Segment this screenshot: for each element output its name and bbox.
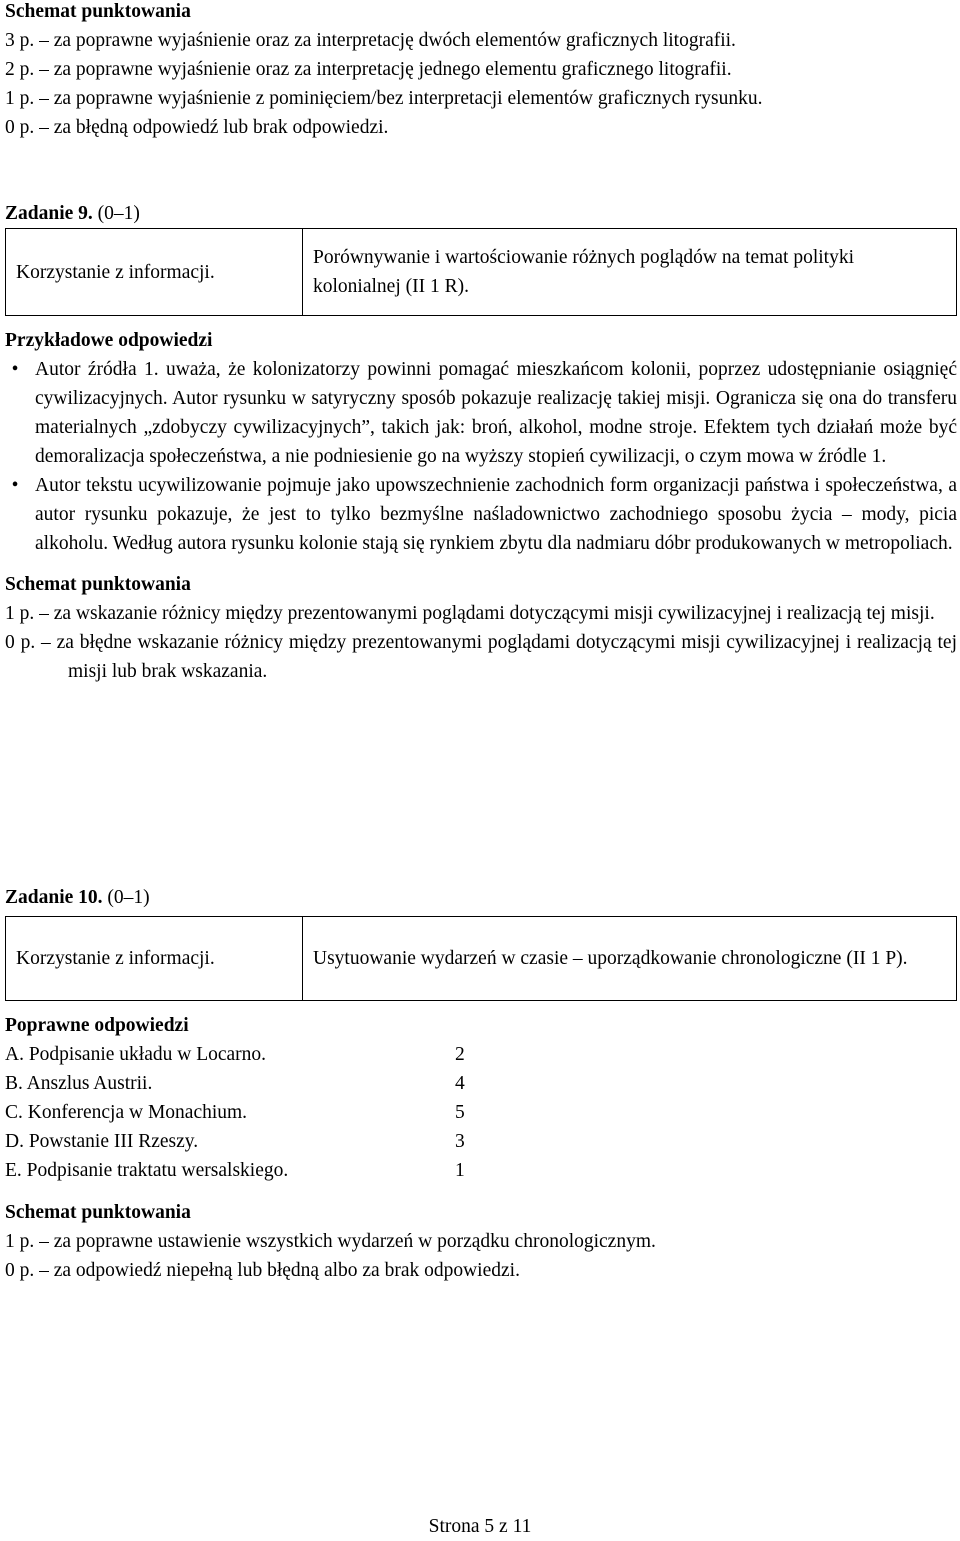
event-order: 3 bbox=[455, 1131, 465, 1152]
task-9 bbox=[5, 199, 957, 686]
score-points: 3 p. bbox=[5, 30, 35, 51]
answers-list bbox=[5, 355, 957, 558]
task-title bbox=[5, 199, 957, 228]
event-label: E. Podpisanie traktatu wersalskiego. bbox=[5, 1160, 289, 1181]
score-description: – za poprawne wyjaśnienie z pominięciem/bez interpretacji elementów graficznych rysunku. bbox=[39, 88, 763, 109]
score-description: – za poprawne wyjaśnienie oraz za interpretację jednego elementu graficznego litografii. bbox=[39, 59, 732, 80]
bullet-icon: • bbox=[11, 475, 19, 496]
section-heading: Schemat punktowania bbox=[5, 1202, 191, 1223]
schemat-punktowania-section bbox=[5, 0, 956, 142]
task-points: (0–1) bbox=[97, 203, 140, 224]
page-number: Strona 5 z 11 bbox=[428, 1516, 532, 1537]
score-row bbox=[5, 84, 956, 113]
score-points: 0 p. bbox=[5, 117, 35, 138]
score-description: – za poprawne wyjaśnienie oraz za interpretację dwóch elementów graficznych litografii. bbox=[39, 30, 736, 51]
list-item bbox=[11, 355, 957, 471]
event-order: 5 bbox=[455, 1102, 465, 1123]
requirement-category: Korzystanie z informacji. bbox=[6, 229, 303, 316]
list-item bbox=[5, 1127, 957, 1156]
score-row: 0 p. – za błędne wskazanie różnicy między prezentowanymi poglądami dotyczącymi misji cywilizacyjnej i realizacją tej misji lub brak wskazania. bbox=[5, 632, 957, 682]
list-item bbox=[5, 1098, 957, 1127]
score-row: 0 p. – za odpowiedź niepełną lub błędną albo za brak odpowiedzi. bbox=[5, 1260, 520, 1281]
task-number: Zadanie 10. bbox=[5, 887, 103, 908]
score-row: 1 p. – za wskazanie różnicy między prezentowanymi poglądami dotyczącymi misji cywilizacyjnej i realizacją tej misji. bbox=[5, 603, 935, 624]
requirement-description: Usytuowanie wydarzeń w czasie – uporządkowanie chronologiczne (II 1 P). bbox=[303, 917, 957, 1001]
score-row: 1 p. – za poprawne ustawienie wszystkich wydarzeń w porządku chronologicznym. bbox=[5, 1231, 656, 1252]
event-order: 1 bbox=[455, 1160, 465, 1181]
list-item bbox=[5, 1069, 957, 1098]
task-points: (0–1) bbox=[107, 887, 150, 908]
bullet-icon: • bbox=[11, 359, 19, 380]
answer-text: Autor źródła 1. uważa, że kolonizatorzy powinni pomagać mieszkańcom kolonii, poprzez udostępnianie osiągnięć cywilizacyjnych. Autor rysunku w satyryczny sposób pokazuje realizację takiej misji. Ogranicza się ona do transferu materialnych „zdobyczy cywilizacyjnych”, takich jak: broń, alkohol, modne stroje. Efektem tych działań może być demoralizacja społeczeństwa, a nie podniesienie go na wyższy stopień cywilizacji, o czym mowa w źródle 1. bbox=[35, 359, 957, 467]
requirement-category: Korzystanie z informacji. bbox=[6, 917, 303, 1001]
list-item bbox=[11, 471, 957, 558]
event-label: C. Konferencja w Monachium. bbox=[5, 1102, 248, 1123]
event-label: B. Anszlus Austrii. bbox=[5, 1073, 153, 1094]
task-10 bbox=[5, 883, 957, 1285]
event-order: 4 bbox=[455, 1073, 465, 1094]
requirement-description: Porównywanie i wartościowanie różnych poglądów na temat polityki kolonialnej (II 1 R). bbox=[303, 229, 957, 316]
event-label: D. Powstanie III Rzeszy. bbox=[5, 1131, 199, 1152]
task-number: Zadanie 9. bbox=[5, 203, 93, 224]
task-requirements-table bbox=[5, 916, 957, 1001]
score-row bbox=[5, 26, 956, 55]
event-order: 2 bbox=[455, 1044, 465, 1065]
score-description: – za błędną odpowiedź lub brak odpowiedzi. bbox=[39, 117, 389, 138]
answers-heading: Przykładowe odpowiedzi bbox=[5, 330, 213, 351]
score-row bbox=[5, 55, 956, 84]
answer-text: Autor tekstu ucywilizowanie pojmuje jako upowszechnienie zachodnich form organizacji państwa i społeczeństwa, a autor rysunku pokazuje, że jest to tylko bezmyślne naśladownictwo zachodniego sposobu życia – mody, picia alkoholu. Według autora rysunku kolonie stają się rynkiem zbytu dla nadmiaru dóbr produkowanych w metropoliach. bbox=[35, 475, 957, 554]
task-title bbox=[5, 883, 957, 912]
list-item bbox=[5, 1040, 957, 1069]
event-label: A. Podpisanie układu w Locarno. bbox=[5, 1044, 267, 1065]
section-heading: Schemat punktowania bbox=[5, 1, 191, 22]
section-heading: Schemat punktowania bbox=[5, 574, 191, 595]
score-points: 1 p. bbox=[5, 88, 35, 109]
task-requirements-table bbox=[5, 228, 957, 316]
list-item bbox=[5, 1156, 957, 1185]
score-points: 2 p. bbox=[5, 59, 35, 80]
score-row bbox=[5, 113, 956, 142]
answers-heading: Poprawne odpowiedzi bbox=[5, 1015, 189, 1036]
